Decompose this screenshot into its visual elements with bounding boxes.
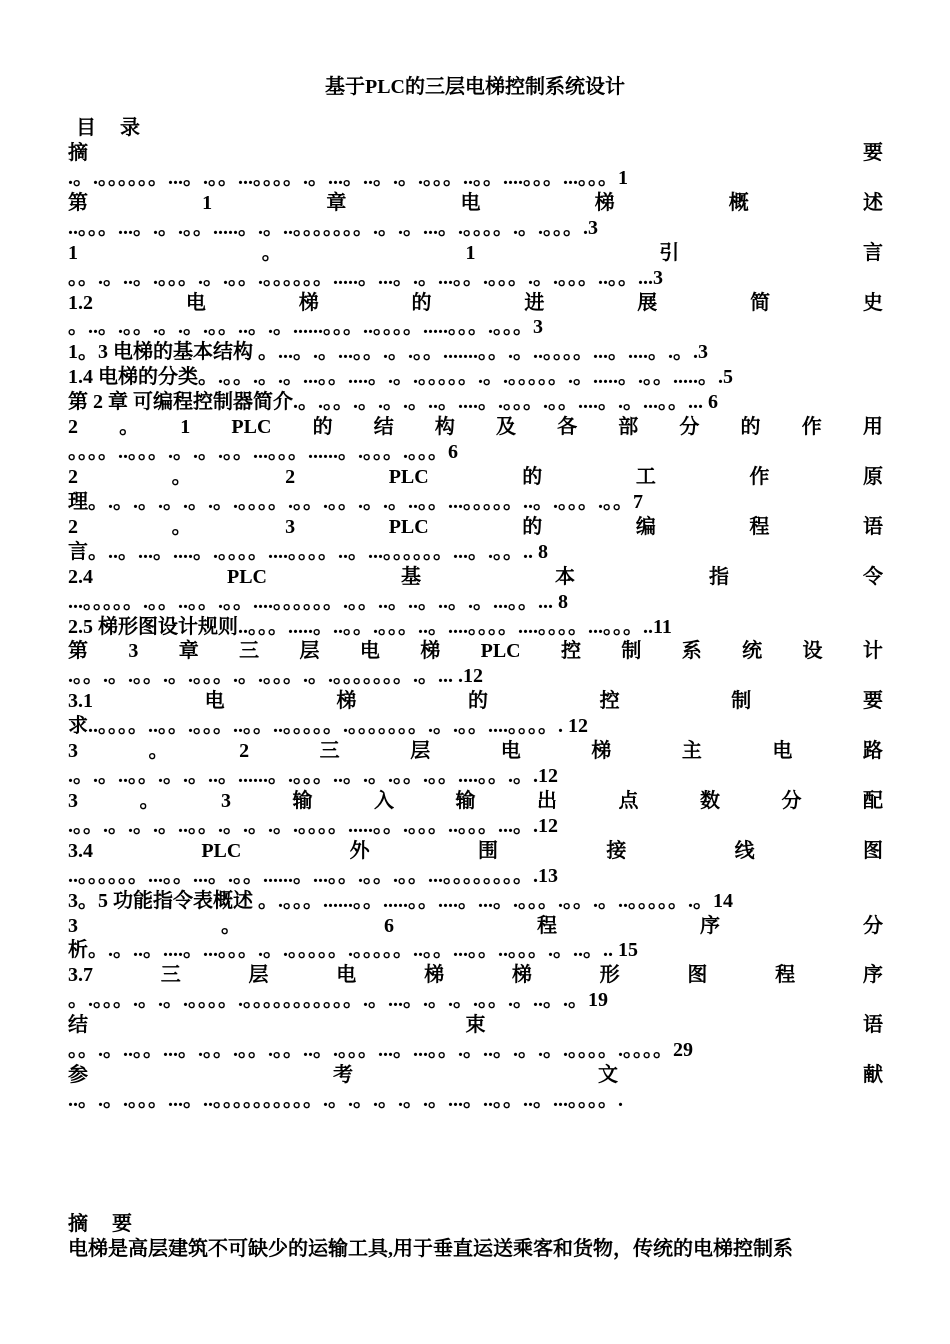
- toc-text: 程: [749, 515, 770, 538]
- toc-leader-line: [68, 938, 883, 963]
- toc-text: 。: [171, 515, 192, 538]
- toc-text: 接: [606, 839, 627, 862]
- toc-text: 梯: [336, 690, 357, 713]
- toc-text: 序: [862, 964, 883, 987]
- toc-text: 控: [599, 690, 620, 713]
- toc-text: 分: [863, 914, 883, 937]
- toc-text: 3。5 功能指令表概述 。.。。。......。。.....。。....。...。.。。。.。。.。..。。。。。.。14: [68, 889, 733, 912]
- toc-leader-line: [68, 590, 883, 615]
- toc-text: 言: [863, 241, 883, 264]
- toc-text: 点: [618, 789, 639, 812]
- toc-text: 语: [862, 515, 883, 538]
- toc-leader-line: [68, 266, 883, 291]
- toc-text: 工: [635, 466, 656, 488]
- toc-text: 。: [139, 789, 160, 812]
- toc-text: 设: [802, 640, 823, 663]
- toc-text: ..。.。.。。。...。..。。。。。。。。。。.。.。.。.。.。...。..。。..。...。。。。.: [68, 1089, 623, 1111]
- toc-text: 的: [312, 416, 333, 439]
- toc-text: 主: [681, 740, 702, 763]
- toc-text: 。。。。..。。。.。.。.。。...。。。......。.。。。.。。。6: [68, 441, 458, 463]
- toc-text: ..。。。。。。...。。...。.。。......。...。。.。。.。。...。。。。。。。。.13: [68, 864, 558, 887]
- toc-text: 结: [68, 1014, 88, 1037]
- abstract-heading-char: 要: [112, 1213, 132, 1235]
- toc-text: 输: [292, 789, 313, 812]
- toc-leader-line: [68, 889, 883, 914]
- toc-text: 层: [410, 740, 431, 763]
- toc-text: 统: [742, 640, 763, 663]
- toc-entry: [68, 241, 883, 266]
- toc-text: 展: [637, 291, 658, 314]
- abstract-heading-char: 摘: [68, 1213, 88, 1235]
- toc-text: 。..。.。。.。.。.。。..。.。......。。。..。。。。.....。。。.。。。3: [68, 316, 543, 339]
- toc-text: 外: [349, 839, 370, 862]
- toc-text: 电: [500, 740, 521, 763]
- toc-text: 结: [373, 416, 394, 439]
- toc-text: 构: [434, 416, 455, 439]
- toc-text: 令: [863, 565, 883, 588]
- toc-text: PLC: [227, 565, 267, 588]
- toc-text: 第: [68, 640, 88, 663]
- toc-leader-line: [68, 664, 883, 689]
- toc-text: 作: [749, 466, 770, 488]
- toc-text: 梯: [424, 964, 445, 987]
- toc-text: 3.4: [68, 839, 93, 862]
- toc-text: 引: [659, 241, 680, 264]
- toc-text: ...。。。。。.。。..。。.。。....。。。。。。.。。..。..。..。.。...。。... 8: [68, 590, 568, 613]
- toc-entry: [68, 914, 883, 939]
- toc-text: 控: [561, 640, 581, 663]
- toc-text: 1: [465, 241, 476, 264]
- toc-text: 参: [68, 1064, 88, 1086]
- toc-text: 摘: [68, 142, 88, 164]
- toc-text: 分: [679, 416, 700, 439]
- toc-leader-line: [68, 315, 883, 340]
- toc-entry: [68, 839, 883, 864]
- toc-text: 的: [740, 416, 761, 439]
- toc-text: 3: [68, 914, 78, 937]
- toc-heading-char: 录: [120, 117, 140, 139]
- toc-text: 。.。。。.。.。.。。。。.。。。。。。。。。。。.。...。.。.。.。。.。..。.。19: [68, 989, 608, 1012]
- toc-text: 3: [68, 789, 78, 812]
- toc-text: 简: [750, 291, 771, 314]
- toc-text: 3: [285, 515, 296, 538]
- toc-text: 梯: [420, 640, 441, 663]
- toc-text: 理。.。.。.。.。.。.。。。。.。。.。。.。.。..。。...。。。。。..。.。。。.。。7: [68, 490, 643, 513]
- toc-leader-line: [68, 864, 883, 889]
- toc-text: 概: [728, 191, 749, 214]
- toc-text: 3: [221, 789, 231, 812]
- toc-text: 配: [863, 789, 883, 812]
- toc-text: 电: [204, 690, 225, 713]
- toc-text: 制: [731, 690, 752, 713]
- toc-text: 序: [700, 914, 720, 937]
- toc-leader-line: [68, 714, 883, 739]
- toc-text: .。。.。.。.。..。。.。.。.。.。。。。.....。。.。。。..。。。...。.12: [68, 814, 558, 837]
- toc-text: 电: [460, 191, 481, 214]
- toc-text: 的: [522, 515, 543, 538]
- toc-text: 输: [455, 789, 476, 812]
- toc-text: 考: [333, 1064, 353, 1086]
- toc-text: 2.5 梯形图设计规则..。。。.....。..。。.。。。..。....。。。。....。。。。...。。。..11: [68, 615, 672, 638]
- toc-text: 梯: [594, 191, 615, 214]
- toc-text: 三: [319, 740, 340, 763]
- toc-text: 2: [68, 416, 78, 439]
- toc-text: 三: [239, 640, 260, 663]
- toc-entry: [68, 963, 883, 988]
- toc-text: 图: [687, 964, 708, 987]
- toc-text: 文: [598, 1064, 618, 1086]
- toc-leader-line: [68, 216, 883, 241]
- toc-entry: [68, 739, 883, 764]
- toc-leader-line: [68, 1038, 883, 1063]
- toc-text: 用: [862, 416, 883, 439]
- toc-text: 6: [384, 914, 394, 937]
- toc-text: 。: [261, 241, 282, 264]
- toc-text: 分: [781, 789, 802, 812]
- toc-text: 电: [185, 291, 206, 314]
- toc-text: 言。..。...。....。.。。。。....。。。。..。...。。。。。。...。.。。.. 8: [68, 540, 548, 563]
- toc-text: 述: [862, 191, 883, 214]
- toc-text: 3: [68, 740, 78, 763]
- toc-text: 要: [863, 142, 883, 164]
- toc-text: PLC: [231, 416, 272, 439]
- toc-text: 。: [119, 416, 140, 439]
- toc-text: 入: [374, 789, 394, 812]
- toc-heading: [76, 116, 891, 141]
- toc-text: 系: [681, 640, 702, 663]
- toc-leader-line: [68, 340, 883, 365]
- toc-text: PLC: [201, 839, 242, 862]
- toc-text: 语: [863, 1014, 883, 1037]
- toc-text: .。.。..。。.。.。..。......。.。。。..。.。.。。.。。....。。.。.12: [68, 765, 558, 787]
- toc-text: 章: [326, 191, 347, 214]
- toc-text: PLC: [388, 515, 429, 538]
- toc-text: 梯: [511, 964, 532, 987]
- toc-entry: [68, 415, 883, 440]
- abstract-text: 电梯是高层建筑不可缺少的运输工具,用于垂直运送乘客和货物，传统的电梯控制系: [68, 1238, 793, 1260]
- toc-text: 第 2 章 可编程控制器简介.。.。。.。.。.。..。....。.。。。.。。....。.。...。。... 6: [68, 391, 718, 414]
- toc-leader-line: [68, 365, 883, 390]
- toc-entry: [68, 639, 883, 664]
- toc-text: 部: [618, 416, 639, 439]
- toc-text: 及: [495, 416, 516, 439]
- toc-text: 2: [68, 515, 78, 538]
- toc-text: 3.1: [68, 690, 93, 713]
- toc-text: ..。。。...。.。.。。.....。.。..。。。。。。。.。.。...。.。。。。.。.。。。.3: [68, 216, 598, 239]
- toc-text: .。。.。.。。.。.。。。.。.。。。.。.。。。。。。。.。... .12: [68, 665, 483, 688]
- toc-text: 电: [359, 640, 380, 663]
- toc-text: 制: [621, 640, 642, 663]
- toc-text: 2: [239, 740, 250, 763]
- toc-entry: [68, 515, 883, 540]
- toc-leader-line: [68, 1088, 883, 1113]
- toc-text: 要: [862, 690, 883, 713]
- toc-text: 原: [862, 466, 883, 488]
- toc-text: 。。.。..。。...。.。。.。。.。。..。.。。。...。...。。.。..。.。.。.。。。。.。。。。29: [68, 1039, 693, 1062]
- toc-text: 求..。。。。..。。.。。。..。。..。。。。。.。。。。。。。.。.。。....。。。。. 12: [68, 715, 588, 738]
- toc-text: 束: [465, 1014, 486, 1037]
- toc-text: 1: [68, 241, 78, 264]
- toc-text: 3: [128, 640, 139, 663]
- toc-text: PLC: [480, 640, 521, 663]
- toc-entry: [68, 141, 883, 166]
- toc-text: 出: [537, 789, 557, 812]
- toc-text: PLC: [388, 466, 429, 488]
- toc-text: 进: [524, 291, 545, 314]
- toc-text: 梯: [298, 291, 319, 314]
- abstract-heading: [68, 1212, 883, 1237]
- toc-text: 本: [555, 565, 575, 588]
- toc-text: 图: [862, 839, 883, 862]
- toc-text: 各: [557, 416, 578, 439]
- toc-text: 。。.。..。.。。。.。.。。.。。。。。。.....。...。.。...。。.。。。.。.。。。..。。...3: [68, 266, 663, 289]
- toc-leader-line: [68, 390, 883, 415]
- toc-entry: [68, 1063, 883, 1088]
- toc-text: 层: [299, 640, 320, 663]
- toc-text: 基: [401, 565, 421, 588]
- toc-entry: [68, 291, 883, 316]
- toc-text: 。: [171, 466, 192, 488]
- toc-text: 3.7: [68, 964, 93, 987]
- toc-text: 的: [411, 291, 432, 314]
- toc-text: 2: [285, 466, 296, 488]
- toc-entry: [68, 465, 883, 490]
- toc-text: 作: [801, 416, 822, 439]
- toc-text: 计: [862, 640, 883, 663]
- toc-leader-line: [68, 540, 883, 565]
- toc-text: 电: [772, 740, 793, 763]
- toc-text: 线: [734, 839, 755, 862]
- toc-text: 1.4 电梯的分类。.。。.。.。...。。....。.。.。。。。。.。.。。。。。.。.....。.。。.....。.5: [68, 366, 733, 389]
- toc-entry: [68, 789, 883, 814]
- toc-text: 电: [336, 964, 357, 987]
- toc-text: 的: [522, 466, 543, 488]
- toc-entry: [68, 191, 883, 216]
- toc-text: 。: [148, 740, 169, 763]
- toc-leader-line: [68, 166, 883, 191]
- toc-text: 1: [202, 191, 213, 214]
- toc-text: 三: [160, 964, 181, 987]
- toc-leader-line: [68, 615, 883, 640]
- toc-entry: [68, 565, 883, 590]
- toc-leader-line: [68, 814, 883, 839]
- toc-text: 2.4: [68, 565, 93, 588]
- toc-text: 程: [775, 964, 796, 987]
- toc-text: 数: [700, 789, 720, 812]
- toc-text: 析。.。..。....。...。。。.。.。。。。。.。。。。。..。。...。。..。。。.。..。.. 15: [68, 939, 638, 962]
- toc-text: 层: [248, 964, 269, 987]
- toc-text: 形: [599, 964, 620, 987]
- toc-text: 1。3 电梯的基本结构 。...。.。...。。.。.。。.......。。.。..。。。。...。....。.。.3: [68, 341, 708, 364]
- toc-text: 章: [178, 640, 199, 663]
- toc-text: 献: [863, 1064, 883, 1086]
- toc-leader-line: [68, 440, 883, 465]
- toc-leader-line: [68, 764, 883, 789]
- toc-text: 1: [180, 416, 191, 439]
- toc-entry: [68, 1013, 883, 1038]
- toc-text: 第: [68, 191, 88, 214]
- toc-text: 的: [467, 690, 488, 713]
- toc-text: 编: [635, 515, 656, 538]
- toc-text: 梯: [591, 740, 612, 763]
- toc-text: 指: [709, 565, 729, 588]
- toc-text: 路: [862, 740, 883, 763]
- toc-text: 。: [221, 914, 241, 937]
- toc-text: 2: [68, 466, 78, 488]
- toc-text: 程: [537, 914, 557, 937]
- toc-leader-line: [68, 988, 883, 1013]
- toc-text: 1.2: [68, 291, 93, 314]
- toc-heading-char: 目: [76, 117, 96, 139]
- toc-text: 史: [862, 291, 883, 314]
- toc-entry: [68, 689, 883, 714]
- toc-leader-line: [68, 490, 883, 515]
- toc-text: .。.。。。。。。...。.。。...。。。。.。...。..。.。.。。。..。。....。。。...。。。1: [68, 166, 628, 189]
- document-title: 基于PLC的三层电梯控制系统设计: [325, 76, 625, 98]
- toc-text: 围: [477, 839, 498, 862]
